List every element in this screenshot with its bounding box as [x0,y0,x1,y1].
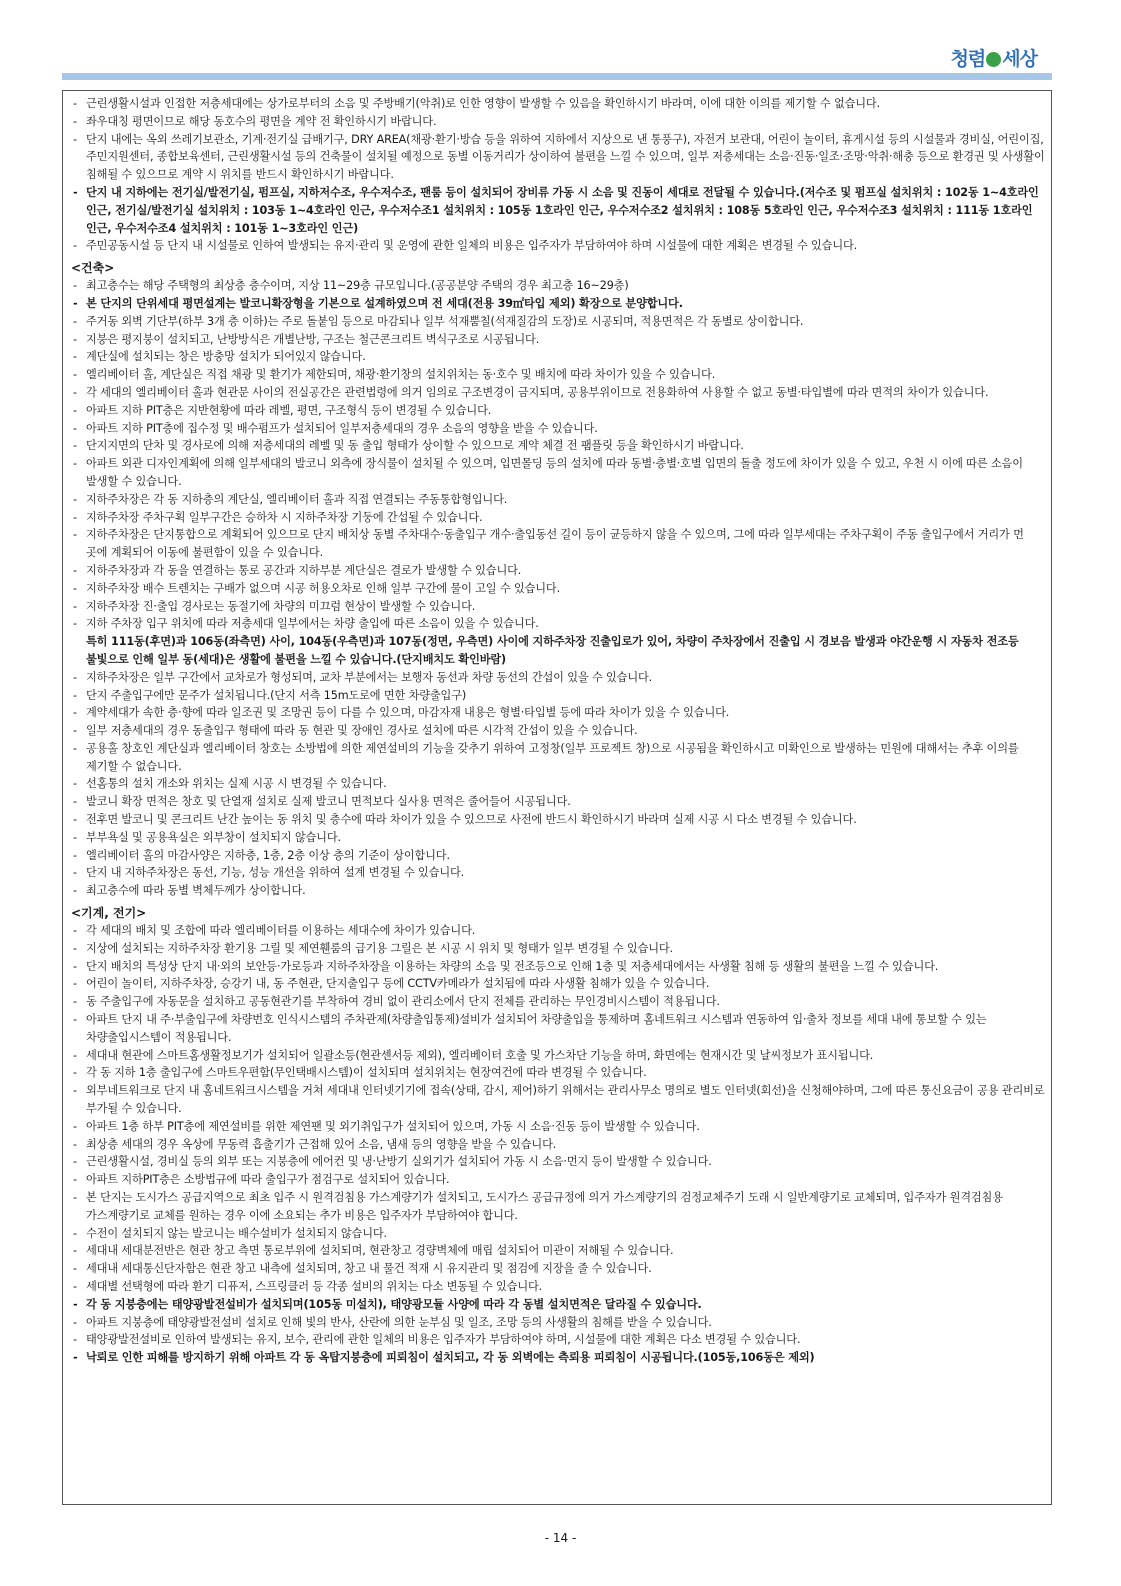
list-item: - 본 단지의 단위세대 평면설계는 발코니확장형을 기본으로 설계하였으며 전 세대(전용 39㎡타입 제외) 확장으로 분양합니다. [71,295,1045,313]
list-item: - 좌우대칭 평면이므로 해당 동호수의 평면을 계약 전 확인하시기 바랍니다. [71,113,1045,131]
list-item: - 각 동 지붕층에는 태양광발전설비가 설치되며(105동 미설치), 태양광모듈 사양에 따라 각 동별 설치면적은 달라질 수 있습니다. [71,1296,1045,1314]
logo-text-right: 세상 [1002,48,1037,70]
list-item: - 세대내 세대분전반은 현관 창고 측면 통로부위에 설치되며, 현관창고 경량벽체에 매립 설치되어 미관이 저해될 수 있습니다. [71,1242,1045,1260]
list-item: - 세대별 선택형에 따라 환기 디퓨저, 스프링클러 등 각종 설비의 위치는 다소 변동될 수 있습니다. [71,1278,1045,1296]
list-item: - 아파트 단지 내 주·부출입구에 차량번호 인식시스템의 주차관제(차량출입통제)설비가 설치되어 차량출입을 통제하며 홈네트워크 시스템과 연동하여 입·출차 정보를 세대 내에 통보할 수 있는 차량출입시스템이 적용됩니다. [71,1011,1045,1047]
list-item: - 아파트 지하PIT층은 소방법규에 따라 출입구가 점검구로 설치되어 있습니다. [71,1171,1045,1189]
list-item: - 일부 저층세대의 경우 동출입구 형태에 따라 동 현관 및 장애인 경사로 설치에 따른 시각적 간섭이 있을 수 있습니다. [71,722,1045,740]
list-item: - 아파트 1층 하부 PIT층에 제연설비를 위한 제연팬 및 외기취입구가 설치되어 있으며, 가동 시 소음·진동 등이 발생할 수 있습니다. [71,1118,1045,1136]
list-item: - 근린생활시설과 인접한 저층세대에는 상가로부터의 소음 및 주방배기(악취)로 인한 영향이 발생할 수 있음을 확인하시기 바라며, 이에 대한 이의를 제기할 수 없습니다. [71,95,1045,113]
list-item: - 최고층수에 따라 동별 벽체두께가 상이합니다. [71,882,1045,900]
list-item: - 동 주출입구에 자동문을 설치하고 공동현관기를 부착하여 경비 없이 관리소에서 단지 전체를 관리하는 무인경비시스템이 적용됩니다. [71,993,1045,1011]
list-item: - 최상층 세대의 경우 옥상에 무동력 흡출기가 근접해 있어 소음, 냄새 등의 영향을 받을 수 있습니다. [71,1136,1045,1154]
list-item: - 계약세대가 속한 층·향에 따라 일조권 및 조망권 등이 다를 수 있으며, 마감자재 내용은 형별·타입별 등에 따라 차이가 있을 수 있습니다. [71,704,1045,722]
list-item: - 지하 주차장 입구 위치에 따라 저층세대 일부에서는 차량 출입에 따른 소음이 있을 수 있습니다. [71,615,1045,633]
list-item: - 단지 내에는 옥외 쓰레기보관소, 기계·전기실 급배기구, DRY AREA(채광·환기·방습 등을 위하여 지하에서 지상으로 낸 통풍구), 자전거 보관대, 어린이 놀이터, 휴게시설 등의 시설물과 경비실, 어린이집, 주민지원센터, 종합보육센터, 근린생활시설 등의 건축물이 설치될 예정으로 동별 이동거리가 상이하여 불편을 느낄 수 있으며, 일부 저층세대는 소음·진동·일조·조망·악취·해충 등으로 환경권 및 사생활이 침해될 수 있으므로 계약 시 위치를 반드시 확인하시기 바랍니다. [71,131,1045,184]
list-item: - 공용홀 창호인 계단실과 엘리베이터 창호는 소방법에 의한 제연설비의 기능을 갖추기 위하여 고정창(일부 프로젝트 창)으로 시공됨을 확인하시고 미확인으로 발생하는 민원에 대해서는 추후 이의를 제기할 수 없습니다. [71,740,1045,776]
content-frame [62,90,1052,1505]
list-item: - 엘리베이터 홀의 마감사양은 지하층, 1층, 2층 이상 층의 기준이 상이합니다. [71,847,1045,865]
list-item: - 단지지면의 단차 및 경사로에 의해 저층세대의 레벨 및 동 출입 형태가 상이할 수 있으므로 계약 체결 전 팸플릿 등을 확인하시기 바랍니다. [71,437,1045,455]
logo [951,44,1037,71]
list-item: 특히 111동(후면)과 106동(좌측면) 사이, 104동(우측면)과 107동(정면, 우측면) 사이에 지하주차장 진출입로가 있어, 차량이 주차장에서 진출입 시 경보음 발생과 야간운행 시 자동차 전조등 불빛으로 인해 일부 동(세대)은 생활에 불편을 느낄 수 있습니다.(단지배치도 확인바람) [86,635,1019,666]
list-item: - 단지 배치의 특성상 단지 내·외의 보안등·가로등과 지하주차장을 이용하는 차량의 소음 및 전조등으로 인해 1층 및 저층세대에서는 사생활 침해 등 생활의 불편을 느낄 수 있습니다. [71,958,1045,976]
page-number: - 14 - [544,1531,577,1545]
section [71,95,1045,255]
list-item: - 단지 내 지하에는 전기실/발전기실, 펌프실, 지하저수조, 우수저수조, 팬룸 등이 설치되어 장비류 가동 시 소음 및 진동이 세대로 전달될 수 있습니다.(저수조 및 펌프실 설치위치 : 102동 1~4호라인 인근, 전기실/발전기실 설치위치 : 103동 1~4호라인 인근, 우수저수조1 설치위치 : 105동 1호라인 인근, 우수저수조2 설치위치 : 108동 5호라인 인근, 우수저수조3 설치위치 : 111동 1호라인 인근, 우수저수조4 설치위치 : 101동 1~3호라인 인근) [71,184,1045,237]
list-item: - 세대내 현관에 스마트홈생활정보기가 설치되어 일괄소등(현관센서등 제외), 엘리베이터 호출 및 가스차단 기능을 하며, 화면에는 현재시간 및 날씨정보가 표시됩니다. [71,1047,1045,1065]
list-item: - 아파트 지붕층에 태양광발전설비 설치로 인해 빛의 반사, 산란에 의한 눈부심 및 일조, 조망 등의 사생활의 침해를 받을 수 있습니다. [71,1314,1045,1332]
list-item: - 아파트 지하 PIT층은 지반현황에 따라 레벨, 평면, 구조형식 등이 변경될 수 있습니다. [71,402,1045,420]
list-item: - 본 단지는 도시가스 공급지역으로 최초 입주 시 원격검침용 가스계량기가 설치되고, 도시가스 공급규정에 의거 가스계량기의 검정교체주기 도래 시 일반계량기로 교체되며, 입주자가 원격검침용 가스계량기로 교체를 원하는 경우 이에 소요되는 추가 비용은 입주자가 부담하여야 합니다. [71,1189,1045,1225]
list-item: - 최고층수는 해당 주택형의 최상층 층수이며, 지상 11~29층 규모입니다.(공공분양 주택의 경우 최고층 16~29층) [71,277,1045,295]
logo-dot-icon [986,52,1001,67]
list-item: - 어린이 놀이터, 지하주차장, 승강기 내, 동 주현관, 단지출입구 등에 CCTV카메라가 설치됨에 따라 사생활 침해가 있을 수 있습니다. [71,975,1045,993]
list-item: - 선홈통의 설치 개소와 위치는 실제 시공 시 변경될 수 있습니다. [71,775,1045,793]
list-item: - 근린생활시설, 경비실 등의 외부 또는 지붕층에 에어컨 및 냉·난방기 실외기가 설치되어 가동 시 소음·먼지 등이 발생할 수 있습니다. [71,1153,1045,1171]
list-item: - 아파트 지하 PIT층에 집수정 및 배수펌프가 설치되어 일부저층세대의 경우 소음의 영향을 받을 수 있습니다. [71,420,1045,438]
list-item: - 세대내 세대통신단자함은 현관 창고 내측에 설치되며, 창고 내 물건 적재 시 유지관리 및 점검에 지장을 줄 수 있습니다. [71,1260,1045,1278]
list-item: - 엘리베이터 홀, 계단실은 직접 채광 및 환기가 제한되며, 채광·환기창의 설치위치는 동·호수 및 배치에 따라 차이가 있을 수 있습니다. [71,366,1045,384]
list-item: - 지하주차장 배수 트렌치는 구배가 없으며 시공 허용오차로 인해 일부 구간에 물이 고일 수 있습니다. [71,580,1045,598]
list-item: - 태양광발전설비로 인하여 발생되는 유지, 보수, 관리에 관한 일체의 비용은 입주자가 부담하여야 하며, 시설물에 대한 계획은 다소 변경될 수 있습니다. [71,1331,1045,1349]
list-item: - 전후면 발코니 및 콘크리트 난간 높이는 동 위치 및 층수에 따라 차이가 있을 수 있으므로 사전에 반드시 확인하시기 바라며 실제 시공 시 다소 변경될 수 있습니다. [71,811,1045,829]
list-item: - 주거동 외벽 기단부(하부 3개 층 이하)는 주로 돌붙임 등으로 마감되나 일부 석재뿜칠(석재질감의 도장)로 시공되며, 적용면적은 각 동별로 상이합니다. [71,313,1045,331]
section [71,905,1045,1367]
list-item: - 단지 주출입구에만 문주가 설치됩니다.(단지 서측 15m도로에 면한 차량출입구) [71,687,1045,705]
list-item: - 수전이 설치되지 않는 발코니는 배수설비가 설치되지 않습니다. [71,1225,1045,1243]
header-bar [62,73,1052,80]
list-item: - 각 동 지하 1층 출입구에 스마트우편함(무인택배시스템)이 설치되며 설치위치는 현장여건에 따라 변경될 수 있습니다. [71,1064,1045,1082]
section-heading: <건축> [71,261,115,276]
list-item: - 지붕은 평지붕이 설치되고, 난방방식은 개별난방, 구조는 철근콘크리트 벽식구조로 시공됩니다. [71,331,1045,349]
list-item: - 계단실에 설치되는 창은 방충망 설치가 되어있지 않습니다. [71,348,1045,366]
list-item: - 각 세대의 배치 및 조합에 따라 엘리베이터를 이용하는 세대수에 차이가 있습니다. [71,922,1045,940]
list-item: - 각 세대의 엘리베이터 홀과 현관문 사이의 전실공간은 관련법령에 의거 임의로 구조변경이 금지되며, 공용부위이므로 전용화하여 사용할 수 없고 동별·타입별에 따라 면적의 차이가 있습니다. [71,384,1045,402]
list-item: - 지하주차장은 각 동 지하층의 계단실, 엘리베이터 홀과 직접 연결되는 주동통합형입니다. [71,491,1045,509]
list-item: - 부부욕실 및 공용욕실은 외부창이 설치되지 않습니다. [71,829,1045,847]
list-item: - 주민공동시설 등 단지 내 시설물로 인하여 발생되는 유지·관리 및 운영에 관한 일체의 비용은 입주자가 부담하여야 하며 시설물에 대한 계획은 변경될 수 있습니다. [71,237,1045,255]
section-heading: <기계, 전기> [71,906,147,921]
list-item: - 지하주차장은 일부 구간에서 교차로가 형성되며, 교차 부분에서는 보행자 동선과 차량 동선의 간섭이 있을 수 있습니다. [71,669,1045,687]
list-item: - 지하주차장과 각 동을 연결하는 통로 공간과 지하부분 계단실은 결로가 발생할 수 있습니다. [71,562,1045,580]
list-item: - 아파트 외관 디자인계획에 의해 일부세대의 발코니 외측에 장식물이 설치될 수 있으며, 입면몰딩 등의 설치에 따라 동별·층별·호별 입면의 돌출 정도에 차이가 있을 수 있고, 우천 시 이에 따른 소음이 발생할 수 있습니다. [71,455,1045,491]
list-item: - 지하주차장은 단지통합으로 계획되어 있으므로 단지 배치상 동별 주차대수·동출입구 개수·출입동선 길이 등이 균등하지 않을 수 있으며, 그에 따라 일부세대는 주차구획이 주동 출입구에서 거리가 먼 곳에 계획되어 이동에 불편함이 있을 수 있습니다. [71,526,1045,562]
logo-text-left: 청렴 [950,48,986,70]
list-item: - 지상에 설치되는 지하주차장 환기용 그릴 및 제연휀룸의 급기용 그릴은 본 시공 시 위치 및 형태가 일부 변경될 수 있습니다. [71,940,1045,958]
list-item: - 지하주차장 주차구획 일부구간은 승하차 시 지하주차장 기둥에 간섭될 수 있습니다. [71,509,1045,527]
list-item: - 낙뢰로 인한 피해를 방지하기 위해 아파트 각 동 옥탑지붕층에 피뢰침이 설치되고, 각 동 외벽에는 측뢰용 피뢰침이 시공됩니다.(105동,106동은 제외) [71,1349,1045,1367]
list-item: - 외부네트워크로 단지 내 홈네트워크시스템을 거쳐 세대내 인터넷기기에 접속(상태, 감시, 제어)하기 위해서는 관리사무소 명의로 별도 인터넷(회선)을 신청해야하며, 그에 따른 통신요금이 공용 관리비로 부가될 수 있습니다. [71,1082,1045,1118]
list-item: - 단지 내 지하주차장은 동선, 기능, 성능 개선을 위하여 설계 변경될 수 있습니다. [71,864,1045,882]
list-item: - 지하주차장 진·출입 경사로는 동절기에 차량의 미끄럼 현상이 발생할 수 있습니다. [71,598,1045,616]
list-item: - 발코니 확장 면적은 창호 및 단열재 설치로 실제 발코니 면적보다 실사용 면적은 줄어들어 시공됩니다. [71,793,1045,811]
section [71,260,1045,900]
